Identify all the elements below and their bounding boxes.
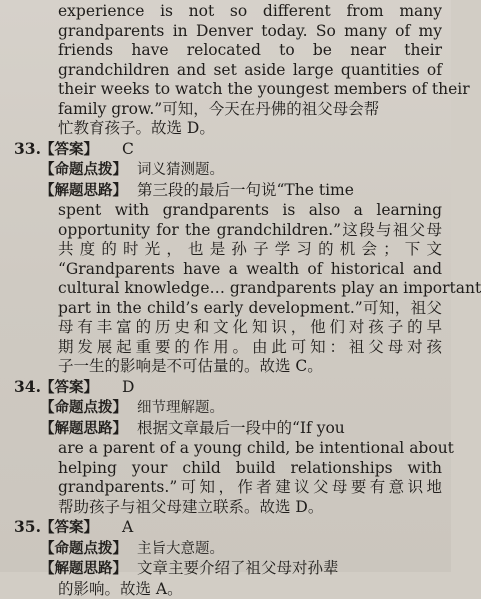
text-line: 帮助孩子与祖父母建立联系。故选 D。 bbox=[14, 498, 442, 518]
answer-row bbox=[14, 377, 442, 399]
question-35 bbox=[14, 517, 442, 599]
text-line: part in the child’s early development.”可知，祖父 bbox=[14, 299, 442, 319]
text-line: family grow.”可知，今天在丹佛的祖父母会帮 bbox=[14, 100, 442, 120]
idea-text: 第三段的最后一句说“The time bbox=[137, 181, 354, 199]
text-line: opportunity for the grandchildren.”这段与祖父母 bbox=[14, 221, 442, 241]
question-number: 33. bbox=[14, 139, 38, 159]
text-line: cultural knowledge… grandparents play an important bbox=[14, 279, 442, 299]
text-line: experience is not so different from many bbox=[14, 2, 442, 22]
idea-row bbox=[14, 181, 442, 202]
answer-row bbox=[14, 517, 442, 539]
answer-row bbox=[14, 139, 442, 161]
point-label: 【命题点拨】 bbox=[38, 540, 129, 560]
idea-label: 【解题思路】 bbox=[38, 560, 129, 580]
point-row bbox=[14, 539, 442, 560]
text-line: 期发展起重要的作用。由此可知：祖父母对孩 bbox=[14, 338, 442, 358]
point-text: 主旨大意题。 bbox=[137, 541, 224, 557]
answer-explanations bbox=[14, 2, 442, 599]
text-line: their weeks to watch the youngest members of their bbox=[14, 80, 442, 100]
point-label: 【命题点拨】 bbox=[38, 399, 129, 419]
idea-label: 【解题思路】 bbox=[38, 420, 129, 440]
answer-value: A bbox=[122, 518, 133, 538]
idea-row bbox=[14, 419, 442, 440]
point-row bbox=[14, 160, 442, 181]
question-33 bbox=[14, 139, 442, 377]
text-line: 共度的时光，也是孙子学习的机会；下文 bbox=[14, 240, 442, 260]
idea-label: 【解题思路】 bbox=[38, 182, 129, 202]
answer-label: 【答案】 bbox=[38, 519, 100, 539]
text-line: friends have relocated to be near their bbox=[14, 41, 442, 61]
text-line: 忙教育孩子。故选 D。 bbox=[14, 119, 442, 139]
answer-value: C bbox=[122, 140, 134, 160]
idea-text: 文章主要介绍了祖父母对孙辈 bbox=[137, 559, 339, 577]
point-row bbox=[14, 398, 442, 419]
text-line: 的影响。故选 A。 bbox=[14, 580, 442, 599]
answer-label: 【答案】 bbox=[38, 141, 100, 161]
answer-label: 【答案】 bbox=[38, 379, 100, 399]
question-number: 34. bbox=[14, 377, 38, 397]
question-number: 35. bbox=[14, 517, 38, 537]
idea-text: 根据文章最后一段中的“If you bbox=[137, 419, 345, 437]
text-line: grandparents in Denver today. So many of my bbox=[14, 22, 442, 42]
text-line: 母有丰富的历史和文化知识，他们对孩子的早 bbox=[14, 318, 442, 338]
text-line: “Grandparents have a wealth of historical and bbox=[14, 260, 442, 280]
intro-paragraph bbox=[14, 2, 442, 139]
point-label: 【命题点拨】 bbox=[38, 161, 129, 181]
text-line: spent with grandparents is also a learning bbox=[14, 201, 442, 221]
text-line: grandchildren and set aside large quantities of bbox=[14, 61, 442, 81]
idea-row bbox=[14, 559, 442, 580]
text-line: grandparents.”可知，作者建议父母要有意识地 bbox=[14, 478, 442, 498]
text-line: 子一生的影响是不可估量的。故选 C。 bbox=[14, 357, 442, 377]
text-line: helping your child build relationships with bbox=[14, 459, 442, 479]
point-text: 细节理解题。 bbox=[137, 400, 224, 416]
point-text: 词义猜测题。 bbox=[137, 162, 224, 178]
text-line: are a parent of a young child, be intentional about bbox=[14, 439, 442, 459]
answer-value: D bbox=[122, 378, 134, 398]
question-34 bbox=[14, 377, 442, 518]
